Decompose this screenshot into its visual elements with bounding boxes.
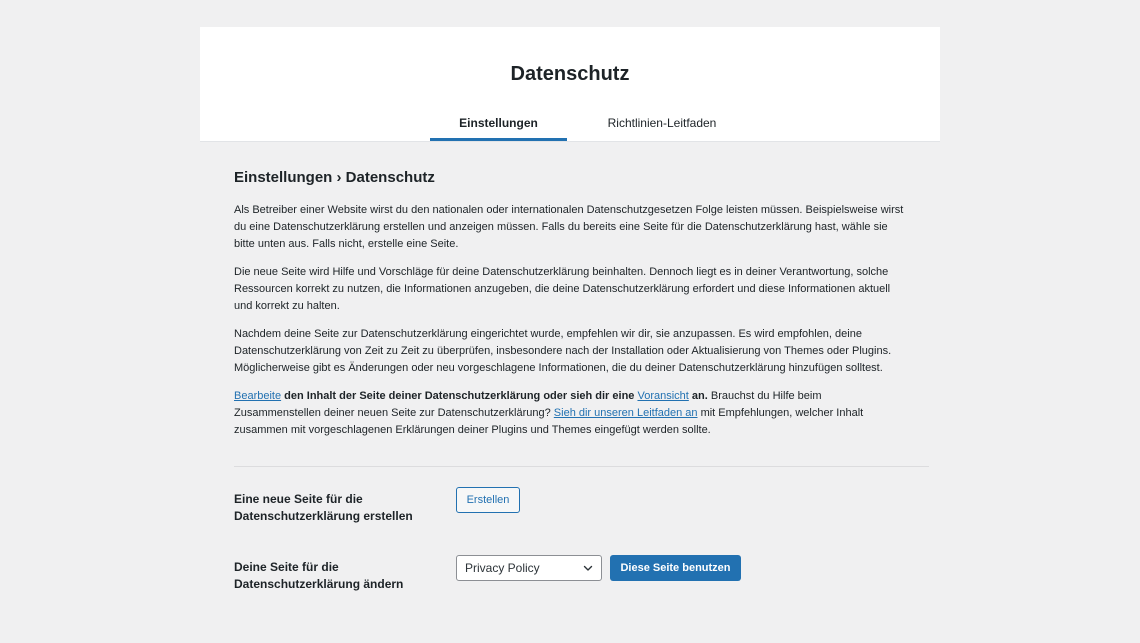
settings-content <box>234 169 910 450</box>
chevron-down-icon <box>583 563 593 573</box>
panel-header <box>200 27 940 142</box>
guide-link[interactable]: Sieh dir unseren Leitfaden an <box>553 407 698 419</box>
help-end-text: mit Empfehlungen, welcher Inhalt zusammen mit vorgeschlagenen Erklärungen deiner Plugins und Themes eingefügt werden sollte. <box>234 407 864 436</box>
divider <box>234 466 929 467</box>
edit-preview-text: den Inhalt der Seite deiner Datenschutzerklärung oder sieh dir eine <box>281 390 638 402</box>
select-value: Privacy Policy <box>465 561 540 575</box>
tab-einstellungen[interactable]: Einstellungen <box>430 105 567 141</box>
responsibility-paragraph: Die neue Seite wird Hilfe und Vorschläge für deine Datenschutzerklärung beinhalten. Dennoch liegt es in deiner Verantwortung, solche Ressourcen korrekt zu nutzen, die Informationen anzugeben, die deine Datenschutzerklärung erfordert und diese Informationen aktuell und korrekt zu halten. <box>234 266 891 312</box>
page-title: Datenschutz <box>510 63 630 85</box>
breadcrumb: Einstellungen › Datenschutz <box>234 169 435 186</box>
help-paragraph <box>234 388 910 439</box>
change-page-label: Deine Seite für die Datenschutzerklärung ändern <box>234 560 404 591</box>
tab-richtlinien-leitfaden[interactable]: Richtlinien-Leitfaden <box>607 116 717 130</box>
help-question-text: Brauchst du Hilfe beim Zusammenstellen deiner neuen Seite zur Datenschutzerklärung? <box>234 390 822 419</box>
review-paragraph: Nachdem deine Seite zur Datenschutzerklärung eingerichtet wurde, empfehlen wir dir, sie anzupassen. Es wird empfohlen, deine Datenschutzerklärung von Zeit zu Zeit zu überprüfen, insbesondere nach der Installation oder Aktualisierung von Themes oder Plugins. Möglicherweise gibt es Änderungen oder neu vorgeschlagene Informationen, die du deiner Datenschutzerklärung hinzufügen solltest. <box>234 328 892 374</box>
privacy-settings-panel <box>200 27 940 616</box>
create-page-label: Eine neue Seite für die Datenschutzerklärung erstellen <box>234 492 413 523</box>
edit-link[interactable]: Bearbeite <box>234 390 282 402</box>
preview-link[interactable]: Voransicht <box>637 390 689 402</box>
use-this-page-button[interactable]: Diese Seite benutzen <box>610 555 741 581</box>
tab-bar <box>430 105 757 141</box>
intro-paragraph: Als Betreiber einer Website wirst du den nationalen oder internationalen Datenschutzgesetzen Folge leisten müssen. Beispielsweise wirst du eine Datenschutzerklärung erstellen und anzeigen müssen. Falls du bereits eine Seite für die Datenschutzerklärung hast, wähle sie bitte unten aus. Falls nicht, erstelle eine Seite. <box>234 204 904 250</box>
edit-preview-end: an. <box>688 390 708 402</box>
create-button[interactable]: Erstellen <box>456 487 520 513</box>
privacy-page-select[interactable] <box>456 555 602 581</box>
